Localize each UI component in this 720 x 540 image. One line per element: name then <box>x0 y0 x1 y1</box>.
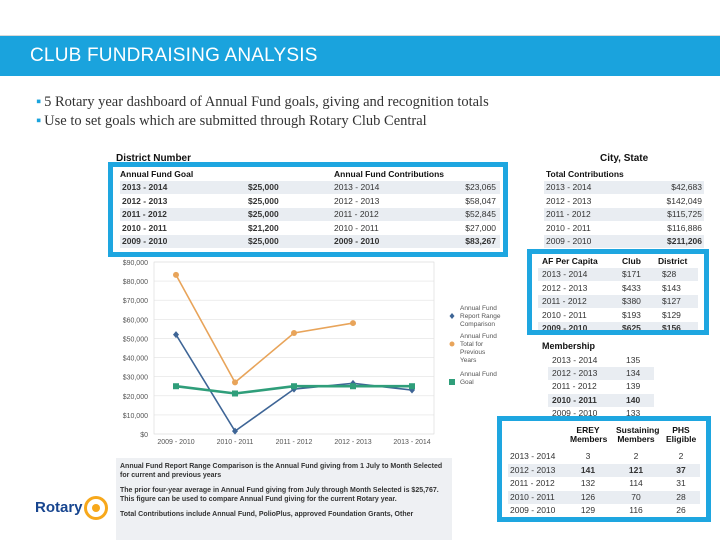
table-cell: 2012 - 2013 <box>542 282 588 293</box>
table-cell: 129 <box>580 505 596 515</box>
y-tick-label: $10,000 <box>122 412 148 420</box>
y-tick-label: $60,000 <box>122 317 148 325</box>
table-cell: 2010 - 2011 <box>552 394 597 405</box>
table-cell: 2013 - 2014 <box>542 269 588 279</box>
x-tick-label: 2011 - 2012 <box>275 439 313 446</box>
table-cell: $211,206 <box>667 236 702 246</box>
table-cell: 31 <box>676 478 686 488</box>
rotary-logo <box>35 493 115 523</box>
table-cell: 2010 - 2011 <box>542 309 587 320</box>
table-cell: 121 <box>628 464 644 475</box>
bullet-list <box>36 93 489 131</box>
table-cell: $25,000 <box>248 209 279 219</box>
table-cell: $380 <box>622 296 641 306</box>
x-tick-label: 2013 - 2014 <box>393 439 431 446</box>
table-cell: 2013 - 2014 <box>334 182 380 192</box>
title-bar <box>0 36 720 76</box>
table-cell: 2013 - 2014 <box>122 182 168 192</box>
table-cell: 2012 - 2013 <box>552 368 598 379</box>
y-tick-label: $50,000 <box>122 336 148 344</box>
rotary-wheel-icon <box>84 496 108 520</box>
district-title: District Number <box>116 153 192 164</box>
data-point <box>409 383 415 389</box>
data-point <box>232 390 238 396</box>
legend-label: Goal <box>460 379 474 386</box>
note-paragraph: Total Contributions include Annual Fund, PolioPlus, approved Foundation Grants, Other <box>120 511 414 518</box>
table-cell: 2 <box>678 451 684 461</box>
table-cell: 2013 - 2014 <box>552 355 598 365</box>
contrib-header: Annual Fund Contributions <box>334 169 445 179</box>
table-cell: 2010 - 2011 <box>334 222 379 233</box>
annual-fund-chart <box>112 256 522 452</box>
legend-label: Annual Fund <box>460 305 497 312</box>
table-cell: $625 <box>622 323 641 333</box>
note-paragraph: Annual Fund Report Range Comparison is the Annual Fund giving from 1 July to Month Selected for current and previous years <box>120 463 443 479</box>
y-tick-label: $70,000 <box>122 298 148 306</box>
y-tick-label: $0 <box>140 432 148 439</box>
table-cell: $21,200 <box>248 222 279 233</box>
table-cell: 2009 - 2010 <box>546 236 592 246</box>
table-row <box>544 195 704 208</box>
total-contrib-header: Total Contributions <box>546 169 624 179</box>
legend-label: Report Range <box>460 313 501 320</box>
table-cell: $83,267 <box>465 236 496 246</box>
note-paragraph: The prior four-year average in Annual Fund giving from July through Month Selected is $25,767. This figure can be used to compare Annual Fund giving for the current Rotary year. <box>120 487 439 503</box>
data-point <box>350 320 356 326</box>
y-tick-label: $20,000 <box>122 393 148 401</box>
plot-area <box>154 262 434 434</box>
table-cell: 2012 - 2013 <box>122 195 168 206</box>
table-cell: 3 <box>585 451 591 461</box>
table-cell: 116 <box>629 505 643 515</box>
table-cell: $143 <box>662 282 681 293</box>
table-cell: $156 <box>662 323 681 333</box>
table-cell: 28 <box>676 491 686 502</box>
sustaining-header: Sustaining Members <box>616 425 660 444</box>
y-tick-label: $90,000 <box>122 260 148 267</box>
chart-note <box>116 458 452 540</box>
table-cell: $142,049 <box>666 195 702 206</box>
table-cell: 2011 - 2012 <box>542 296 587 306</box>
table-cell: 2011 - 2012 <box>334 209 379 219</box>
table-cell: 2011 - 2012 <box>552 381 597 392</box>
table-cell: 2011 - 2012 <box>510 478 555 488</box>
y-tick-label: $40,000 <box>122 355 148 363</box>
table-cell: $171 <box>622 269 641 279</box>
table-cell: 2010 - 2011 <box>546 222 591 233</box>
table-cell: 37 <box>676 464 686 475</box>
x-tick-label: 2012 - 2013 <box>334 439 372 446</box>
table-cell: 2012 - 2013 <box>546 195 592 206</box>
top-border <box>0 0 720 36</box>
legend-label: Previous <box>460 349 486 356</box>
table-row <box>548 354 654 367</box>
y-tick-label: $30,000 <box>122 374 148 382</box>
table-cell: 2009 - 2010 <box>122 236 168 246</box>
data-point <box>291 330 297 336</box>
legend-marker <box>450 342 455 347</box>
table-cell: 2012 - 2013 <box>334 195 380 206</box>
table-row <box>544 208 704 221</box>
x-tick-label: 2009 - 2010 <box>157 439 195 446</box>
district-header: District <box>658 256 688 266</box>
table-cell: 126 <box>580 491 596 502</box>
legend-label: Comparison <box>460 321 496 328</box>
club-header: Club <box>622 256 641 266</box>
table-cell: $115,725 <box>667 209 702 219</box>
table-cell: 26 <box>676 505 686 515</box>
table-cell: $127 <box>662 296 681 306</box>
recognition-highlight-box <box>497 416 711 522</box>
table-row <box>544 222 704 235</box>
table-cell: 2013 - 2014 <box>510 451 556 461</box>
table-cell: $42,683 <box>671 182 702 192</box>
table-cell: $25,000 <box>248 236 279 246</box>
table-cell: $129 <box>662 309 681 320</box>
table-row <box>548 380 654 393</box>
per-capita-header: AF Per Capita <box>542 256 598 266</box>
table-row <box>548 367 654 380</box>
legend-marker <box>449 379 455 385</box>
bullet-item: ▪ Use to set goals which are submitted through Rotary Club Central <box>36 112 489 131</box>
table-cell: 133 <box>626 407 641 418</box>
table-cell: 2010 - 2011 <box>122 222 167 233</box>
table-cell: $116,886 <box>667 222 702 233</box>
table-cell: $58,047 <box>465 195 496 206</box>
bullet-item: ▪ 5 Rotary year dashboard of Annual Fund goals, giving and recognition totals <box>36 93 489 112</box>
city-table <box>544 168 704 248</box>
goal-header: Annual Fund Goal <box>120 169 194 179</box>
table-cell: 2011 - 2012 <box>546 209 591 219</box>
table-cell: 2009 - 2010 <box>334 236 380 246</box>
table-cell: $52,845 <box>465 209 496 219</box>
table-cell: 2009 - 2010 <box>542 323 588 333</box>
table-cell: $25,000 <box>248 195 279 206</box>
membership-title: Membership <box>542 341 596 351</box>
table-cell: 114 <box>629 478 643 488</box>
rotary-logo-text: Rotary <box>35 499 83 516</box>
data-point <box>173 383 179 389</box>
phs-header: PHS Eligible <box>666 425 697 444</box>
y-tick-label: $80,000 <box>122 279 148 287</box>
data-point <box>291 383 297 389</box>
table-cell: 135 <box>626 355 641 365</box>
page-title: CLUB FUNDRAISING ANALYSIS <box>30 45 318 66</box>
membership-table <box>548 354 654 420</box>
table-row <box>544 235 704 248</box>
table-cell: 141 <box>580 464 596 475</box>
table-cell: $27,000 <box>465 222 496 233</box>
table-cell: 2011 - 2012 <box>122 209 167 219</box>
legend-label: Annual Fund <box>460 333 497 340</box>
table-cell: $193 <box>622 309 641 320</box>
data-point <box>232 379 238 385</box>
district-highlight-box <box>108 162 508 257</box>
legend-label: Years <box>460 357 477 364</box>
table-cell: $23,065 <box>465 182 496 192</box>
table-cell: 2012 - 2013 <box>510 464 556 475</box>
erey-header: EREY Members <box>570 425 608 444</box>
per-capita-highlight-box <box>527 249 709 335</box>
city-title: City, State <box>600 153 649 164</box>
line-chart-svg <box>112 256 522 452</box>
data-point <box>173 272 179 278</box>
table-cell: 70 <box>631 491 641 502</box>
table-cell: 2010 - 2011 <box>510 491 555 502</box>
table-cell: 139 <box>626 381 641 392</box>
table-cell: 134 <box>626 368 641 379</box>
data-point <box>350 383 356 389</box>
table-row <box>548 394 654 407</box>
legend-label: Total for <box>460 341 484 348</box>
legend-label: Annual Fund <box>460 371 497 378</box>
table-cell: 2009 - 2010 <box>552 407 598 418</box>
table-cell: 140 <box>626 394 641 405</box>
x-tick-label: 2010 - 2011 <box>216 439 254 446</box>
table-row <box>544 181 704 194</box>
table-cell: $28 <box>662 269 677 279</box>
legend-marker <box>450 313 455 319</box>
table-cell: 132 <box>580 478 596 488</box>
table-cell: $25,000 <box>248 182 279 192</box>
table-cell: 2009 - 2010 <box>510 505 556 515</box>
table-cell: 2013 - 2014 <box>546 182 592 192</box>
table-cell: 2 <box>633 451 639 461</box>
table-cell: $433 <box>622 282 641 293</box>
